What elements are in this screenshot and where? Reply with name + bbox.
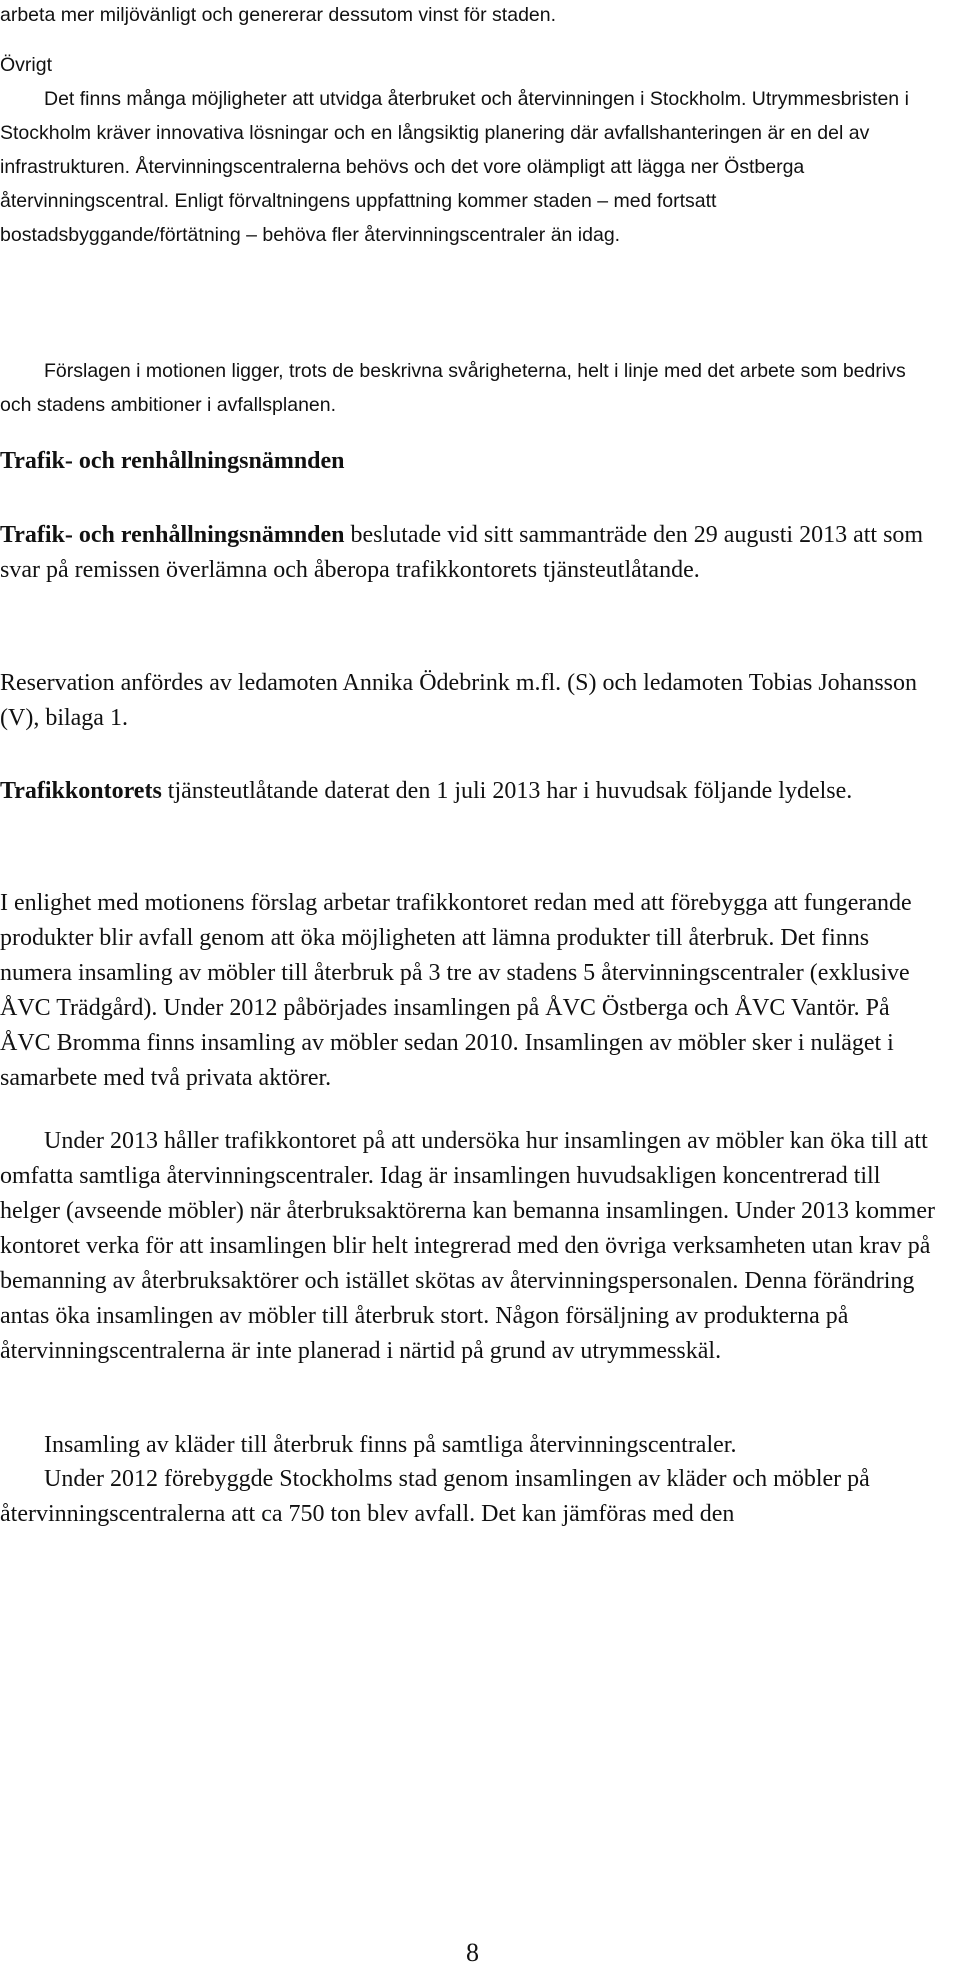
quote-paragraph-2: Under 2013 håller trafikkontoret på att undersöka hur insamlingen av möbler kan öka till att omfatta samtliga återvinningscentraler. Idag är insamlingen huvudsakligen koncentrerad till helger (avseende möbler) när återbruksaktörerna kan bemanna insamlingen. Under 2013 kommer kontoret verka för att insamlingen blir helt integrerad med den övriga verksamheten utan krav på bemanning av återbruksaktörer och istället skötas av återvinningspersonalen. Denna förändring antas öka insamlingen av möbler till återbruk stort. Någon försäljning av produkterna på återvinningscentralerna är inte planerad i närtid på grund av utrymmesskäl. bbox=[0, 1128, 935, 1364]
ovrigt-paragraph-1-text: Det finns många möjligheter att utvidga återbruket och återvinningen i Stockholm. Utrymmesbristen i Stockholm kräver innovativa lösningar och en långsiktig planering där avfallshanteringen är en del av infrastrukturen. Återvinningscentralerna behövs och det vore olämpligt att lägga ner Östberga återvinningscentral. Enligt förvaltningens uppfattning kommer staden – med fortsatt bostadsbyggande/förtätning – behöva fler återvinningscentraler än idag. bbox=[0, 88, 909, 246]
statement-text: tjänsteutlåtande daterat den 1 juli 2013 har i huvudsak följande lydelse. bbox=[161, 778, 853, 804]
section-heading: Trafik- och renhållningsnämnden bbox=[0, 448, 345, 474]
decision-paragraph bbox=[0, 518, 940, 588]
intro-tail-line: arbeta mer miljövänligt och genererar dessutom vinst för staden. bbox=[0, 4, 557, 26]
ovrigt-paragraph-2: Förslagen i motionen ligger, trots de beskrivna svårigheterna, helt i linje med det arbete som bedrivs och stadens ambitioner i avfallsplanen. bbox=[0, 360, 906, 416]
reservation-paragraph: Reservation anfördes av ledamoten Annika Ödebrink m.fl. (S) och ledamoten Tobias Johansson (V), bilaga 1. bbox=[0, 670, 918, 731]
decision-text: beslutade vid sitt sammanträde den 29 augusti 2013 att som svar på remissen överlämna och åberopa trafikkontorets tjänsteutlåtande. bbox=[0, 522, 924, 583]
quote-paragraph-4: Under 2012 förebyggde Stockholms stad genom insamlingen av kläder och möbler på återvinningscentralerna att ca 750 ton blev avfall. Det kan jämföras med den bbox=[0, 1466, 870, 1527]
decision-bold-lead: Trafik- och renhållningsnämnden bbox=[0, 522, 345, 548]
ovrigt-heading: Övrigt bbox=[0, 54, 53, 76]
statement-paragraph bbox=[0, 774, 940, 809]
quote-paragraph-3: Insamling av kläder till återbruk finns på samtliga återvinningscentraler. bbox=[44, 1432, 737, 1458]
ovrigt-paragraph-1 bbox=[0, 82, 945, 252]
statement-bold-lead: Trafikkontorets bbox=[0, 778, 162, 804]
page-number: 8 bbox=[466, 1938, 479, 1967]
quote-paragraph-1: I enlighet med motionens förslag arbetar trafikkontoret redan med att förebygga att fungerande produkter blir avfall genom att öka möjligheten att lämna produkter till återbruk. Det finns numera insamling av möbler till återbruk på 3 tre av stadens 5 återvinningscentraler (exklusive ÅVC Trädgård). Under 2012 påbörjades insamlingen på ÅVC Östberga och ÅVC Vantör. På ÅVC Bromma finns insamling av möbler sedan 2010. Insamlingen av möbler sker i nuläget i samarbete med två privata aktörer. bbox=[0, 890, 912, 1091]
